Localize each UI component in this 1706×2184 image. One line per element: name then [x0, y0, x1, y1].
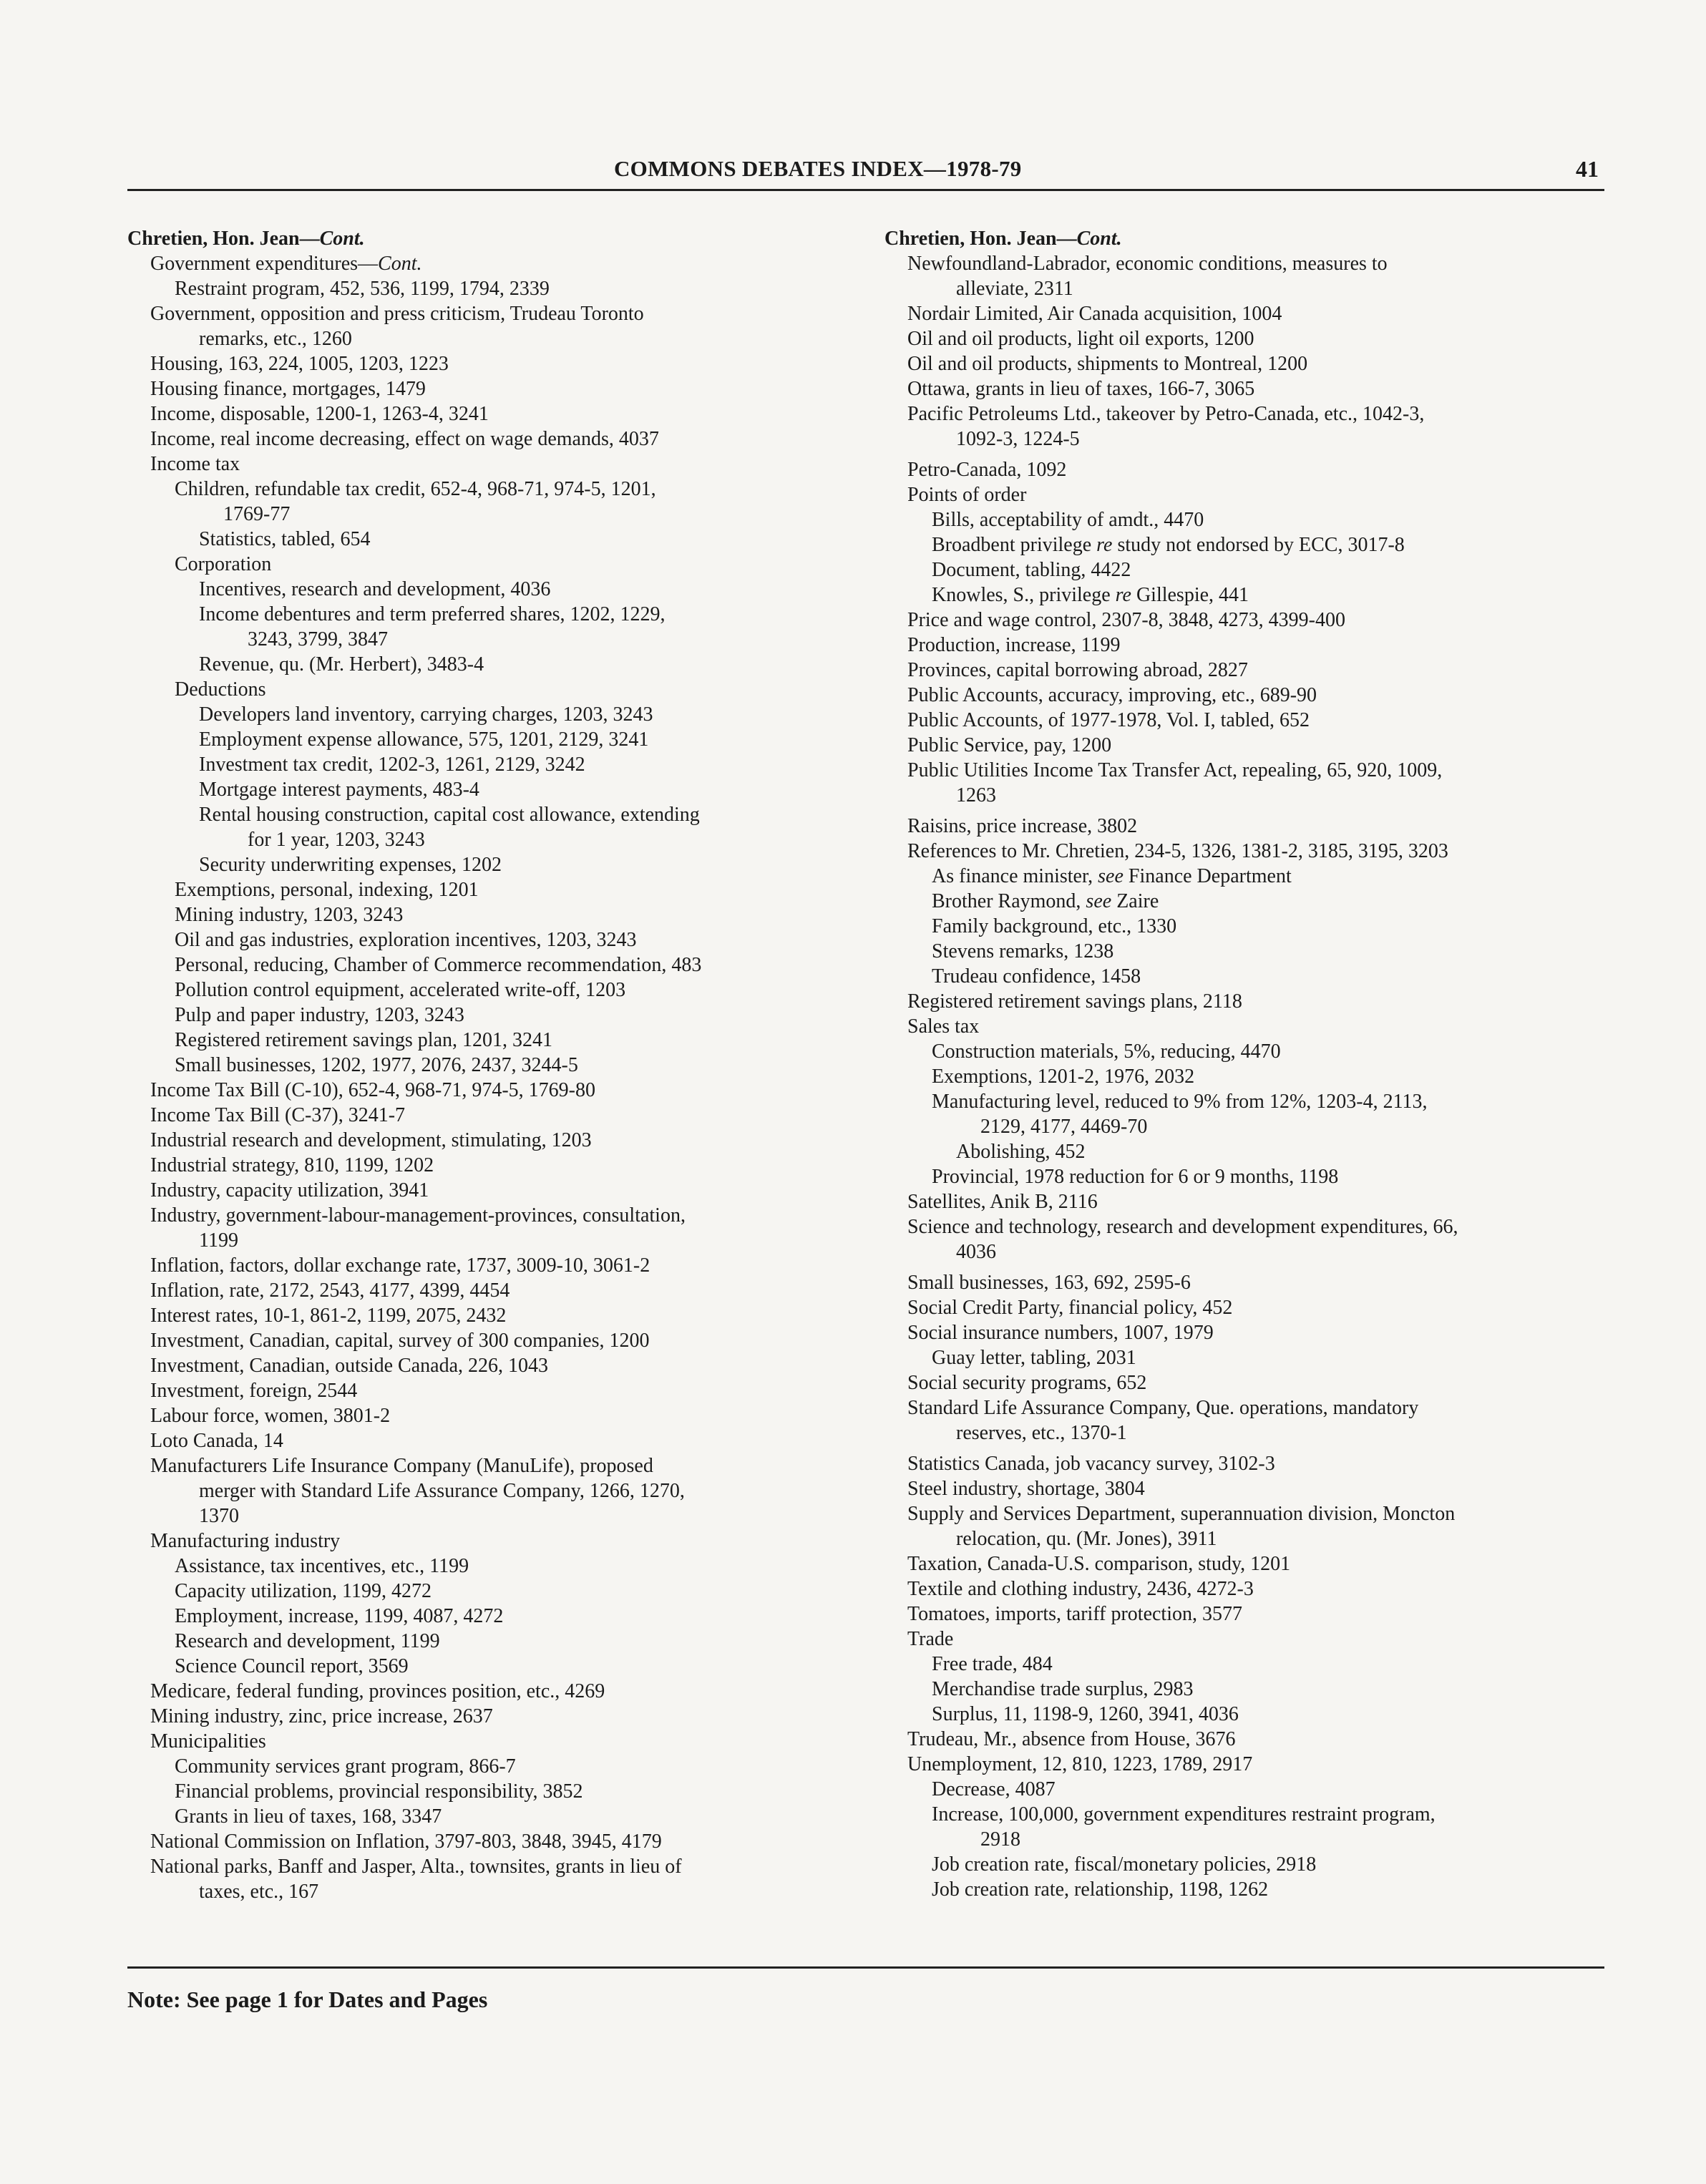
- index-entry: [127, 727, 872, 752]
- entry-italic: Cont.: [378, 253, 422, 275]
- entry-text: Brother Raymond,: [932, 890, 1086, 912]
- entry-text: Registered retirement savings plans, 2118: [907, 990, 1242, 1013]
- index-entry: [127, 1829, 872, 1854]
- index-entry: [884, 914, 1629, 939]
- entry-text: Tomatoes, imports, tariff protection, 3577: [907, 1603, 1242, 1625]
- entry-text: Corporation: [175, 553, 272, 575]
- entry-text: Newfoundland-Labrador, economic conditions, measures to: [907, 253, 1388, 275]
- entry-text: Oil and gas industries, exploration incentives, 1203, 3243: [175, 929, 637, 951]
- index-entry: [884, 1164, 1629, 1189]
- heading-cont: Cont.: [319, 228, 365, 250]
- entry-text: Capacity utilization, 1199, 4272: [175, 1580, 432, 1602]
- heading-name: Chretien, Hon. Jean—: [884, 228, 1077, 250]
- entry-text: Decrease, 4087: [932, 1778, 1056, 1800]
- index-entry: [884, 1214, 1629, 1239]
- entry-text: Provincial, 1978 reduction for 6 or 9 months, 1198: [932, 1166, 1339, 1188]
- index-entry: [884, 1270, 1629, 1295]
- index-entry: [884, 1852, 1629, 1877]
- index-entry: [884, 1526, 1629, 1551]
- entry-text: Investment tax credit, 1202-3, 1261, 2129, 3242: [199, 754, 585, 776]
- index-entry: [127, 1779, 872, 1804]
- entry-text: Registered retirement savings plan, 1201, 3241: [175, 1029, 552, 1051]
- index-entry: [884, 326, 1629, 351]
- entry-text: Job creation rate, relationship, 1198, 1262: [932, 1878, 1269, 1901]
- index-entry: [127, 877, 872, 902]
- entry-text: 1263: [956, 784, 996, 806]
- index-entry: [884, 758, 1629, 783]
- entry-text: Government, opposition and press criticism, Trudeau Toronto: [150, 303, 644, 325]
- index-entry: [127, 1478, 872, 1503]
- entry-text: Provinces, capital borrowing abroad, 2827: [907, 659, 1248, 681]
- entry-text: merger with Standard Life Assurance Company, 1266, 1270,: [199, 1480, 685, 1502]
- index-entry: [127, 376, 872, 401]
- index-entry: [884, 1451, 1629, 1476]
- index-entry: [884, 532, 1629, 557]
- entry-text: Taxation, Canada-U.S. comparison, study, 1201: [907, 1553, 1291, 1575]
- entry-text: Oil and oil products, light oil exports, 1200: [907, 328, 1254, 350]
- entry-text: Pollution control equipment, accelerated write-off, 1203: [175, 979, 626, 1001]
- index-entry: [127, 552, 872, 577]
- index-entry: [884, 1627, 1629, 1652]
- index-entry: [127, 577, 872, 602]
- index-entry: [884, 1189, 1629, 1214]
- entry-text: Grants in lieu of taxes, 168, 3347: [175, 1805, 442, 1828]
- entry-text: for 1 year, 1203, 3243: [248, 829, 425, 851]
- entry-text: Statistics Canada, job vacancy survey, 3102-3: [907, 1453, 1275, 1475]
- index-entry: [884, 582, 1629, 608]
- index-entry: [127, 852, 872, 877]
- index-entry: [884, 1370, 1629, 1395]
- entry-text: Raisins, price increase, 3802: [907, 815, 1138, 837]
- index-entry: [127, 677, 872, 702]
- entry-text: 2129, 4177, 4469-70: [980, 1116, 1148, 1138]
- entry-text: Government expenditures—: [150, 253, 379, 275]
- entry-text: Small businesses, 163, 692, 2595-6: [907, 1272, 1191, 1294]
- index-entry: [127, 1328, 872, 1353]
- entry-text: Guay letter, tabling, 2031: [932, 1347, 1136, 1369]
- index-entry: [127, 276, 872, 301]
- entry-text: Job creation rate, fiscal/monetary policies, 2918: [932, 1853, 1317, 1876]
- entry-text: Security underwriting expenses, 1202: [199, 854, 502, 876]
- index-entry: [884, 1827, 1629, 1852]
- entry-text: Statistics, tabled, 654: [199, 528, 371, 550]
- index-entry: [127, 1378, 872, 1403]
- index-entry: [127, 777, 872, 802]
- index-entry: [127, 1253, 872, 1278]
- entry-text: Science and technology, research and development expenditures, 66,: [907, 1216, 1458, 1238]
- entry-text: Surplus, 11, 1198-9, 1260, 3941, 4036: [932, 1703, 1239, 1725]
- entry-text: Sales tax: [907, 1015, 980, 1038]
- index-entry: [884, 733, 1629, 758]
- entry-text: Industry, capacity utilization, 3941: [150, 1179, 429, 1201]
- entry-text: National parks, Banff and Jasper, Alta., townsites, grants in lieu of: [150, 1856, 682, 1878]
- index-entry: [127, 1729, 872, 1754]
- index-entry: [127, 401, 872, 426]
- entry-text: Investment, Canadian, capital, survey of 300 companies, 1200: [150, 1330, 650, 1352]
- entry-text: Income tax: [150, 453, 240, 475]
- index-entry: [884, 426, 1629, 452]
- entry-text: Mortgage interest payments, 483-4: [199, 779, 479, 801]
- index-entry: [884, 251, 1629, 276]
- entry-text: Industry, government-labour-management-provinces, consultation,: [150, 1204, 686, 1227]
- entry-text: Employment expense allowance, 575, 1201, 2129, 3241: [199, 728, 649, 751]
- index-entry: [127, 627, 872, 652]
- entry-text: 1092-3, 1224-5: [956, 428, 1080, 450]
- index-entry: [127, 251, 872, 276]
- entry-text: Housing, 163, 224, 1005, 1203, 1223: [150, 353, 449, 375]
- entry-text: Medicare, federal funding, provinces position, etc., 4269: [150, 1680, 605, 1702]
- entry-text: Housing finance, mortgages, 1479: [150, 378, 426, 400]
- entry-text: 3243, 3799, 3847: [248, 628, 388, 650]
- entry-text: Labour force, women, 3801-2: [150, 1405, 391, 1427]
- entry-text: Abolishing, 452: [956, 1141, 1086, 1163]
- index-entry: [127, 752, 872, 777]
- index-entry: [127, 1554, 872, 1579]
- page-header-title: COMMONS DEBATES INDEX—1978-79: [614, 156, 1022, 181]
- index-entry: [884, 276, 1629, 301]
- index-entry: [884, 1014, 1629, 1039]
- entry-text: Public Service, pay, 1200: [907, 734, 1112, 756]
- entry-text: Manufacturers Life Insurance Company (ManuLife), proposed: [150, 1455, 653, 1477]
- index-entry: [884, 301, 1629, 326]
- index-entry: [127, 326, 872, 351]
- index-entry: [884, 633, 1629, 658]
- entry-text-cont: Finance Department: [1123, 865, 1292, 887]
- index-entry: [884, 1476, 1629, 1501]
- entry-text: Interest rates, 10-1, 861-2, 1199, 2075, 2432: [150, 1305, 507, 1327]
- entry-text: National Commission on Inflation, 3797-803, 3848, 3945, 4179: [150, 1830, 662, 1853]
- entry-text: Public Utilities Income Tax Transfer Act, repealing, 65, 920, 1009,: [907, 759, 1443, 781]
- index-entry: [884, 1551, 1629, 1576]
- entry-text: Industrial strategy, 810, 1199, 1202: [150, 1154, 434, 1176]
- index-entry: [127, 1278, 872, 1303]
- heading-cont: Cont.: [1076, 228, 1122, 250]
- index-entry: [127, 1028, 872, 1053]
- entry-italic: see: [1086, 890, 1112, 912]
- entry-text: 2918: [980, 1828, 1020, 1851]
- entry-italic: see: [1098, 865, 1123, 887]
- entry-text: Loto Canada, 14: [150, 1430, 283, 1452]
- index-entry: [127, 1228, 872, 1253]
- entry-text-cont: study not endorsed by ECC, 3017-8: [1112, 534, 1405, 556]
- entry-text: Steel industry, shortage, 3804: [907, 1478, 1145, 1500]
- entry-text: Industrial research and development, stimulating, 1203: [150, 1129, 592, 1151]
- entry-text: Manufacturing industry: [150, 1530, 341, 1552]
- index-entry: [127, 1854, 872, 1879]
- entry-text: Satellites, Anik B, 2116: [907, 1191, 1098, 1213]
- index-entry: [127, 1128, 872, 1153]
- index-entry: [884, 814, 1629, 839]
- entry-text: Stevens remarks, 1238: [932, 940, 1114, 962]
- entry-text: Investment, foreign, 2544: [150, 1380, 358, 1402]
- entry-text: 1199: [199, 1229, 238, 1252]
- index-entry: [884, 1395, 1629, 1420]
- header-rule: [127, 189, 1604, 191]
- entry-text: Points of order: [907, 484, 1027, 506]
- index-entry: [884, 1702, 1629, 1727]
- entry-text: 1769-77: [223, 503, 291, 525]
- entry-text: Income, disposable, 1200-1, 1263-4, 3241: [150, 403, 489, 425]
- index-entry: [884, 708, 1629, 733]
- index-entry: [127, 1053, 872, 1078]
- page-number: 41: [1576, 156, 1599, 182]
- entry-text: Small businesses, 1202, 1977, 2076, 2437, 3244-5: [175, 1054, 578, 1076]
- index-entry: [127, 1153, 872, 1178]
- index-entry: [884, 1039, 1629, 1064]
- index-entry: [884, 1652, 1629, 1677]
- index-entry: [127, 1103, 872, 1128]
- index-entry: [884, 1501, 1629, 1526]
- index-entry: [127, 1704, 872, 1729]
- index-entry: [127, 1403, 872, 1428]
- index-entry: [127, 1003, 872, 1028]
- index-entry: [884, 1139, 1629, 1164]
- entry-text: Children, refundable tax credit, 652-4, 968-71, 974-5, 1201,: [175, 478, 656, 500]
- index-entry: [884, 658, 1629, 683]
- index-entry: [127, 1453, 872, 1478]
- index-entry: [884, 1345, 1629, 1370]
- entry-text: alleviate, 2311: [956, 278, 1073, 300]
- index-entry: [884, 401, 1629, 426]
- index-entry: [127, 502, 872, 527]
- index-entry: [884, 964, 1629, 989]
- entry-text: Unemployment, 12, 810, 1223, 1789, 2917: [907, 1753, 1253, 1775]
- entry-text: Trade: [907, 1628, 954, 1650]
- index-entry: [127, 452, 872, 477]
- entry-text-cont: Gillespie, 441: [1131, 584, 1249, 606]
- index-entry: [127, 1503, 872, 1529]
- index-entry: [127, 1353, 872, 1378]
- index-entry: [884, 457, 1629, 482]
- entry-text: As finance minister,: [932, 865, 1098, 887]
- index-entry: [884, 1752, 1629, 1777]
- entry-text: Social Credit Party, financial policy, 452: [907, 1297, 1233, 1319]
- entry-text: Knowles, S., privilege: [932, 584, 1116, 606]
- index-entry: [884, 889, 1629, 914]
- entry-text: Employment, increase, 1199, 4087, 4272: [175, 1605, 504, 1627]
- index-entry: [884, 351, 1629, 376]
- index-entry: [884, 1295, 1629, 1320]
- index-entry: [127, 802, 872, 827]
- entry-text: Research and development, 1199: [175, 1630, 440, 1652]
- entry-text: Exemptions, 1201-2, 1976, 2032: [932, 1066, 1195, 1088]
- entry-text: Textile and clothing industry, 2436, 4272-3: [907, 1578, 1254, 1600]
- entry-text: Financial problems, provincial responsibility, 3852: [175, 1780, 583, 1803]
- index-entry: [884, 1114, 1629, 1139]
- right-column-heading: [884, 226, 1629, 251]
- index-entry: [127, 1654, 872, 1679]
- footer-note: Note: See page 1 for Dates and Pages: [127, 1986, 488, 2012]
- entry-text: Supply and Services Department, superannuation division, Moncton: [907, 1503, 1456, 1525]
- entry-italic: re: [1096, 534, 1113, 556]
- index-entry: [127, 1804, 872, 1829]
- entry-text: Inflation, rate, 2172, 2543, 4177, 4399, 4454: [150, 1279, 510, 1302]
- entry-text: Public Accounts, accuracy, improving, etc., 689-90: [907, 684, 1317, 706]
- entry-text: taxes, etc., 167: [199, 1881, 319, 1903]
- index-entry: [127, 426, 872, 452]
- entry-text: Social insurance numbers, 1007, 1979: [907, 1322, 1214, 1344]
- entry-text: Restraint program, 452, 536, 1199, 1794, 2339: [175, 278, 550, 300]
- entry-text: reserves, etc., 1370-1: [956, 1422, 1127, 1444]
- index-entry: [127, 952, 872, 978]
- entry-text: Rental housing construction, capital cost allowance, extending: [199, 804, 700, 826]
- index-entry: [884, 1576, 1629, 1602]
- entry-text: Trudeau confidence, 1458: [932, 965, 1141, 988]
- entry-text: Public Accounts, of 1977-1978, Vol. I, tabled, 652: [907, 709, 1310, 731]
- entry-text: Production, increase, 1199: [907, 634, 1121, 656]
- index-entry: [884, 1320, 1629, 1345]
- entry-text: Deductions: [175, 678, 266, 701]
- index-entry: [884, 608, 1629, 633]
- index-entry: [127, 927, 872, 952]
- entry-text: Mining industry, 1203, 3243: [175, 904, 404, 926]
- index-entry: [884, 1089, 1629, 1114]
- entry-text: Pulp and paper industry, 1203, 3243: [175, 1004, 464, 1026]
- index-entry: [127, 1604, 872, 1629]
- entry-text: Broadbent privilege: [932, 534, 1097, 556]
- entry-text: Ottawa, grants in lieu of taxes, 166-7, 3065: [907, 378, 1255, 400]
- index-entry: [127, 702, 872, 727]
- entry-text: Oil and oil products, shipments to Montreal, 1200: [907, 353, 1308, 375]
- index-entry: [884, 482, 1629, 507]
- entry-text: Inflation, factors, dollar exchange rate, 1737, 3009-10, 3061-2: [150, 1254, 650, 1277]
- entry-text: Income Tax Bill (C-10), 652-4, 968-71, 974-5, 1769-80: [150, 1079, 595, 1101]
- index-entry: [884, 839, 1629, 864]
- index-entry: [884, 557, 1629, 582]
- entry-text: relocation, qu. (Mr. Jones), 3911: [956, 1528, 1217, 1550]
- left-column-heading: [127, 226, 872, 251]
- index-entry: [884, 1777, 1629, 1802]
- index-entry: [127, 1203, 872, 1228]
- index-entry: [127, 351, 872, 376]
- entry-text: Manufacturing level, reduced to 9% from 12%, 1203-4, 2113,: [932, 1091, 1428, 1113]
- index-entry: [127, 1529, 872, 1554]
- index-entry: [127, 1679, 872, 1704]
- entry-text: Trudeau, Mr., absence from House, 3676: [907, 1728, 1236, 1750]
- index-entry: [884, 1677, 1629, 1702]
- index-entry: [884, 507, 1629, 532]
- entry-text: Free trade, 484: [932, 1653, 1053, 1675]
- index-entry: [127, 652, 872, 677]
- index-entry: [884, 1802, 1629, 1827]
- entry-text: Standard Life Assurance Company, Que. operations, mandatory: [907, 1397, 1419, 1419]
- index-entry: [127, 1579, 872, 1604]
- index-entry: [127, 301, 872, 326]
- entry-text: Bills, acceptability of amdt., 4470: [932, 509, 1204, 531]
- index-entry: [127, 1428, 872, 1453]
- entry-text: Developers land inventory, carrying charges, 1203, 3243: [199, 703, 653, 726]
- entry-text: References to Mr. Chretien, 234-5, 1326, 1381-2, 3185, 3195, 3203: [907, 840, 1448, 862]
- entry-text: Document, tabling, 4422: [932, 559, 1131, 581]
- index-entry: [127, 902, 872, 927]
- entry-text: remarks, etc., 1260: [199, 328, 352, 350]
- index-entry: [127, 1879, 872, 1904]
- index-entry: [884, 1420, 1629, 1446]
- entry-text-cont: Zaire: [1111, 890, 1159, 912]
- entry-text: Assistance, tax incentives, etc., 1199: [175, 1555, 469, 1577]
- entry-text: Mining industry, zinc, price increase, 2637: [150, 1705, 493, 1727]
- entry-text: Exemptions, personal, indexing, 1201: [175, 879, 479, 901]
- index-entry: [127, 827, 872, 852]
- entry-text: Petro-Canada, 1092: [907, 459, 1067, 481]
- entry-text: Merchandise trade surplus, 2983: [932, 1678, 1194, 1700]
- entry-text: Science Council report, 3569: [175, 1655, 409, 1677]
- index-entry: [127, 602, 872, 627]
- entry-text: Income debentures and term preferred shares, 1202, 1229,: [199, 603, 666, 625]
- index-entry: [127, 1078, 872, 1103]
- entry-text: Price and wage control, 2307-8, 3848, 4273, 4399-400: [907, 609, 1345, 631]
- entry-text: Nordair Limited, Air Canada acquisition, 1004: [907, 303, 1282, 325]
- right-column: [884, 226, 1629, 1902]
- index-entry: [884, 1064, 1629, 1089]
- index-entry: [884, 683, 1629, 708]
- index-entry: [884, 783, 1629, 808]
- index-entry: [127, 1629, 872, 1654]
- entry-text: 1370: [199, 1505, 239, 1527]
- index-entry: [127, 1754, 872, 1779]
- entry-text: Investment, Canadian, outside Canada, 226, 1043: [150, 1355, 548, 1377]
- index-entry: [884, 989, 1629, 1014]
- entry-text: Pacific Petroleums Ltd., takeover by Petro-Canada, etc., 1042-3,: [907, 403, 1425, 425]
- entry-text: Social security programs, 652: [907, 1372, 1147, 1394]
- index-entry: [127, 1303, 872, 1328]
- entry-text: Increase, 100,000, government expenditures restraint program,: [932, 1803, 1436, 1825]
- entry-text: Municipalities: [150, 1730, 266, 1752]
- entry-text: Income Tax Bill (C-37), 3241-7: [150, 1104, 406, 1126]
- entry-text: 4036: [956, 1241, 996, 1263]
- entry-text: Income, real income decreasing, effect on wage demands, 4037: [150, 428, 659, 450]
- index-entry: [884, 1239, 1629, 1264]
- index-entry: [884, 376, 1629, 401]
- entry-text: Construction materials, 5%, reducing, 4470: [932, 1040, 1281, 1063]
- entry-text: Revenue, qu. (Mr. Herbert), 3483-4: [199, 653, 484, 676]
- index-entry: [127, 477, 872, 502]
- left-column: [127, 226, 872, 1904]
- footer-rule: [127, 1966, 1604, 1969]
- entry-text: Family background, etc., 1330: [932, 915, 1177, 937]
- index-entry: [884, 1877, 1629, 1902]
- index-entry: [884, 864, 1629, 889]
- entry-text: Incentives, research and development, 4036: [199, 578, 551, 600]
- entry-text: Personal, reducing, Chamber of Commerce recommendation, 483: [175, 954, 702, 976]
- index-entry: [884, 939, 1629, 964]
- index-entry: [884, 1602, 1629, 1627]
- index-entry: [127, 527, 872, 552]
- index-entry: [884, 1727, 1629, 1752]
- index-entry: [127, 1178, 872, 1203]
- entry-text: Community services grant program, 866-7: [175, 1755, 516, 1778]
- index-entry: [127, 978, 872, 1003]
- entry-italic: re: [1115, 584, 1131, 606]
- heading-name: Chretien, Hon. Jean—: [127, 228, 320, 250]
